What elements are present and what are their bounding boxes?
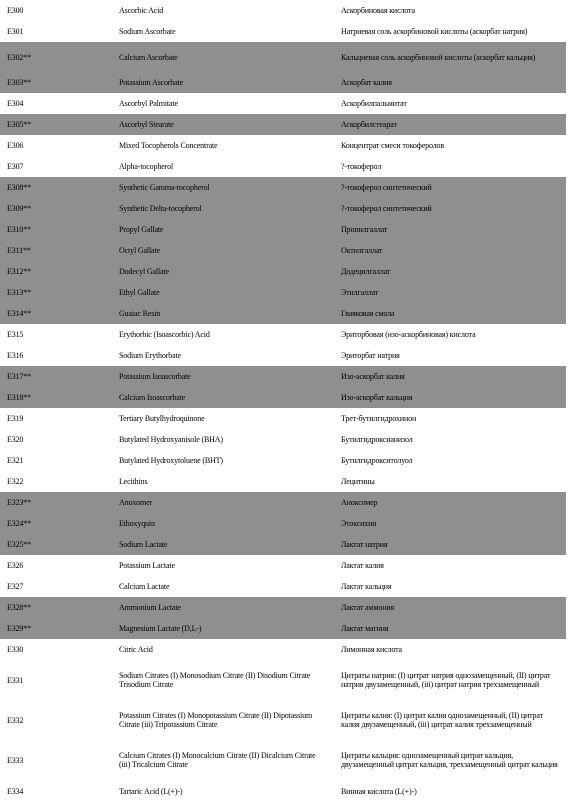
- table-row: [0, 21, 566, 42]
- additive-name-en: Sodium Lactate: [119, 540, 168, 549]
- additive-name-ru: Лактат кальция: [341, 582, 392, 591]
- additive-name-en: Butylated Hydroxyanisole (BHA): [119, 435, 223, 444]
- additive-name-en: Potassium Citrates (I) Monopotassium Citrate (II) Dipotassium Citrate (iii) Tripotassium Citrate: [119, 711, 313, 729]
- additive-name-en: Calcium Isoascorbate: [119, 393, 186, 402]
- additive-name-ru: Изо-аскорбат кальция: [341, 393, 413, 402]
- table-row: [0, 740, 566, 780]
- additive-name-en: Potassium Ascorbate: [119, 78, 184, 87]
- additive-name-en: Calcium Lactate: [119, 582, 170, 591]
- additive-code: E314**: [7, 309, 31, 318]
- additive-name-ru: Пропилгаллат: [341, 225, 388, 234]
- additive-code: E331: [7, 675, 24, 685]
- table-row: [0, 156, 566, 177]
- additive-name-en: Anoxomer: [119, 498, 153, 507]
- table-row: [0, 387, 566, 408]
- additive-name-en: Sodium Erythorbate: [119, 351, 181, 360]
- additive-name-ru: Цитраты натрия: (I) цитрат натрия однозамещенный, (II) цитрат натрия двузамещенный, (iii) цитрат натрия трехзамещенный: [341, 671, 551, 689]
- additive-code: E319: [7, 414, 24, 423]
- additive-name-en: Ammonium Lactate: [119, 603, 181, 612]
- additive-code: E333: [7, 755, 24, 765]
- additive-name-en: Sodium Ascorbate: [119, 27, 176, 36]
- additive-code: E323**: [7, 498, 31, 507]
- table-row: [0, 114, 566, 135]
- table-row: [0, 303, 566, 324]
- additive-name-ru: Винная кислота (L(+)-): [341, 787, 417, 796]
- additive-name-en: Potassium Lactate: [119, 561, 175, 570]
- table-row: [0, 261, 566, 282]
- additive-code: E311**: [7, 246, 31, 255]
- additive-name-en: Butylated Hydroxytoluene (BHT): [119, 456, 223, 465]
- additive-code: E304: [7, 99, 24, 108]
- table-row: [0, 366, 566, 387]
- table-row: [0, 471, 566, 492]
- additive-name-ru: ?-токоферол синтетический: [341, 183, 432, 192]
- additive-name-ru: Эриторбовая (изо-аскорбиновая) кислота: [341, 330, 476, 339]
- additive-name-en: Lecithins: [119, 477, 148, 486]
- additive-code: E308**: [7, 183, 31, 192]
- additive-name-ru: Лецитины: [341, 477, 375, 486]
- additive-name-ru: Лимонная кислота: [341, 645, 402, 654]
- additive-name-en: Citric Acid: [119, 645, 153, 654]
- additive-name-ru: Додецилгаллат: [341, 267, 391, 276]
- additive-name-ru: ?-токоферол синтетический: [341, 204, 432, 213]
- table-row: [0, 597, 566, 618]
- additive-code: E302**: [7, 52, 31, 62]
- additive-name-en: Synthetic Delta-tocopherol: [119, 204, 202, 213]
- table-row: [0, 408, 566, 429]
- additive-name-ru: Натриевая соль аскорбиновой кислоты (аскорбат натрия): [341, 27, 528, 36]
- additive-code: E300: [7, 6, 24, 15]
- additive-name-en: Calcium Citrates (I) Monocalcium Citrate (II) Dicalcium Citrate (iii) Tricalcium Citrate: [119, 751, 316, 769]
- additive-code: E312**: [7, 267, 31, 276]
- table-row: [0, 282, 566, 303]
- additive-code: E303**: [7, 78, 31, 87]
- table-row: [0, 219, 566, 240]
- table-row: [0, 177, 566, 198]
- additive-name-en: Magnesium Lactate (D,L-): [119, 624, 202, 633]
- additive-name-en: Potassium Isoascorbate: [119, 372, 191, 381]
- additive-code: E330: [7, 645, 24, 654]
- table-row: [0, 429, 566, 450]
- additive-name-ru: Октилгаллат: [341, 246, 383, 255]
- additive-name-en: Alpha-tocopherol: [119, 162, 174, 171]
- additive-name-en: Propyl Gallate: [119, 225, 164, 234]
- additive-name-en: Ethoxyquin: [119, 519, 155, 528]
- additive-code: E329**: [7, 624, 31, 633]
- additive-name-ru: Бутилгидрокситолуол: [341, 456, 413, 465]
- additive-name-ru: Эриторбат натрия: [341, 351, 400, 360]
- additive-code: E301: [7, 27, 24, 36]
- additive-code: E327: [7, 582, 24, 591]
- additive-name-ru: Лактат аммония: [341, 603, 395, 612]
- additive-name-ru: Цитраты кальция: однозамещенный цитрат кальция, двузамещенный цитрат кальция, трехзамещенный цитрат кальция: [341, 751, 558, 769]
- table-row: [0, 780, 566, 803]
- additive-name-ru: Аскорбиновая кислота: [341, 6, 415, 15]
- additive-name-en: Ethyl Gallate: [119, 288, 160, 297]
- table-row: [0, 534, 566, 555]
- additive-name-en: Ascorbyl Palmitate: [119, 99, 178, 108]
- additive-code: E320: [7, 435, 24, 444]
- additive-name-ru: Аскорбат калия: [341, 78, 392, 87]
- additive-name-ru: Этилгаллат: [341, 288, 379, 297]
- table-row: [0, 72, 566, 93]
- table-row: [0, 0, 566, 21]
- additive-code: E325**: [7, 540, 31, 549]
- additive-name-ru: Аскорбилпальмитат: [341, 99, 407, 108]
- additive-name-ru: Гваяковая смола: [341, 309, 395, 318]
- additive-name-ru: ?-токоферол: [341, 162, 382, 171]
- table-row: [0, 42, 566, 72]
- additive-name-ru: Изо-аскорбат калия: [341, 372, 405, 381]
- additive-code: E322: [7, 477, 24, 486]
- table-row: [0, 660, 566, 700]
- table-row: [0, 324, 566, 345]
- table-row: [0, 345, 566, 366]
- additive-code: E318**: [7, 393, 31, 402]
- additive-code: E313**: [7, 288, 31, 297]
- table-row: [0, 135, 566, 156]
- additive-name-en: Mixed Tocopherols Concentrate: [119, 141, 218, 150]
- additive-code: E317**: [7, 372, 31, 381]
- additive-code: E310**: [7, 225, 31, 234]
- additive-name-en: Calcium Ascorbate: [119, 52, 178, 62]
- additive-name-en: Dodecyl Gallate: [119, 267, 169, 276]
- additive-code: E321: [7, 456, 24, 465]
- additive-code: E328**: [7, 603, 31, 612]
- table-row: [0, 555, 566, 576]
- additive-name-en: Ascorbic Acid: [119, 6, 164, 15]
- additive-name-en: Tartaric Acid (L(+)-): [119, 787, 183, 796]
- additive-name-ru: Этоксихин: [341, 519, 377, 528]
- table-row: [0, 198, 566, 219]
- additive-code: E334: [7, 787, 24, 796]
- additive-name-en: Tertiary Butylhydroquinone: [119, 414, 205, 423]
- additive-code: E309**: [7, 204, 31, 213]
- additive-code: E316: [7, 351, 24, 360]
- additive-name-en: Erythorbic (Isoascorbic) Acid: [119, 330, 210, 339]
- additive-name-ru: Аноксомер: [341, 498, 378, 507]
- additive-name-ru: Бутилгидроксианизол: [341, 435, 413, 444]
- additive-code: E306: [7, 141, 24, 150]
- table-row: [0, 240, 566, 261]
- additive-name-ru: Аскорбилстеарат: [341, 120, 397, 129]
- table-row: [0, 618, 566, 639]
- table-row: [0, 576, 566, 597]
- additive-code: E324**: [7, 519, 31, 528]
- additive-name-ru: Цитраты калия: (I) цитрат калия однозамещенный, (II) цитрат калия двузамещенный, (iii) цитрат калия трехзамещенный: [341, 711, 543, 729]
- additive-name-ru: Концентрат смеси токоферолов: [341, 141, 445, 150]
- additive-name-ru: Кальциевая соль аскорбиновой кислоты (аскорбат кальция): [341, 52, 536, 62]
- additive-code: E326: [7, 561, 24, 570]
- additive-name-ru: Лактат натрия: [341, 540, 388, 549]
- additive-name-ru: Трет-бутилгидрохинон: [341, 414, 417, 423]
- additive-code: E315: [7, 330, 24, 339]
- table-row: [0, 513, 566, 534]
- additive-code: E307: [7, 162, 24, 171]
- additive-name-en: Octyl Gallate: [119, 246, 160, 255]
- table-row: [0, 492, 566, 513]
- additive-name-ru: Лактат магния: [341, 624, 389, 633]
- additive-name-en: Synthetic Gamma-tocopherol: [119, 183, 210, 192]
- additive-name-en: Sodium Citrates (I) Monosodium Citrate (II) Disodium Citrate Trisodium Citrate: [119, 671, 311, 689]
- table-row: [0, 700, 566, 740]
- additive-name-en: Ascorbyl Stearate: [119, 120, 174, 129]
- table-row: [0, 450, 566, 471]
- additive-name-ru: Лактат калия: [341, 561, 384, 570]
- additive-name-en: Guaiac Resin: [119, 309, 161, 318]
- additive-code: E332: [7, 715, 24, 725]
- table-row: [0, 639, 566, 660]
- additive-code: E305**: [7, 120, 31, 129]
- table-row: [0, 93, 566, 114]
